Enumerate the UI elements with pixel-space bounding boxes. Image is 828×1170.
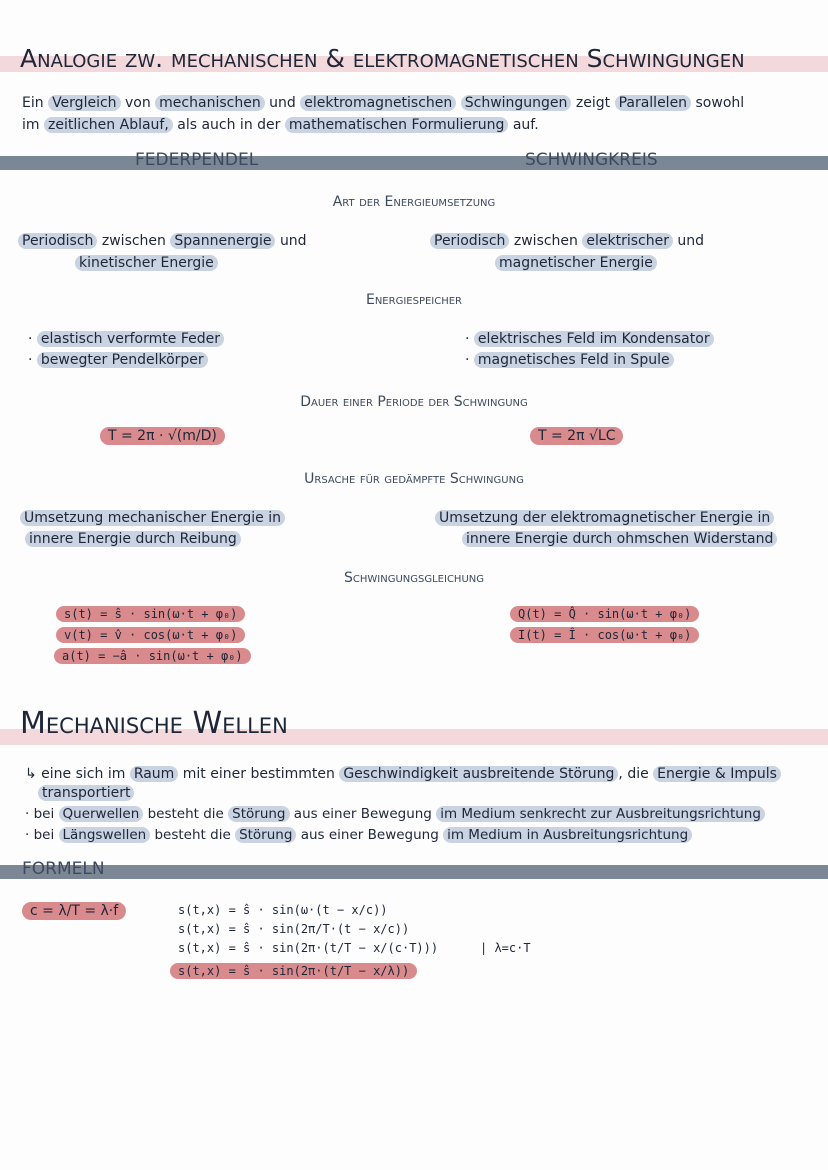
text-fragment: und bbox=[269, 95, 296, 111]
text-fragment: Periodisch bbox=[430, 233, 509, 249]
text-fragment: Periodisch bbox=[18, 233, 97, 249]
text-fragment: zeitlichen Ablauf, bbox=[44, 117, 173, 133]
text-fragment: elektrischer bbox=[582, 233, 673, 249]
heading-art: Art der Energieumsetzung bbox=[332, 194, 496, 210]
equation-i bbox=[510, 628, 699, 642]
text-fragment: s(t,x) = ŝ · sin(2π·(t/T − x/λ)) bbox=[170, 963, 417, 979]
text-fragment: Umsetzung der elektromagnetischer Energie in bbox=[435, 510, 774, 526]
speicher-left-1: · elastisch verformte Feder bbox=[28, 331, 224, 347]
speicher-right-1: · elektrisches Feld im Kondensator bbox=[465, 331, 714, 347]
ursache-left-2 bbox=[25, 531, 241, 547]
wellen-def-2 bbox=[38, 785, 134, 801]
lambda-note: | λ=c·T bbox=[480, 941, 531, 955]
text-fragment: elektromagnetischen bbox=[300, 95, 456, 111]
text-fragment: elektrisches Feld im Kondensator bbox=[474, 331, 714, 347]
text-fragment: Geschwindigkeit ausbreitende Störung bbox=[339, 766, 618, 782]
column-left-label: FEDERPENDEL bbox=[135, 150, 259, 170]
text-fragment: s(t,x) = ŝ · sin(2π·(t/T − x/(c·T))) bbox=[178, 941, 439, 955]
text-fragment: Spannenergie bbox=[170, 233, 275, 249]
formeln-label: FORMELN bbox=[22, 859, 105, 879]
wave-formula-final bbox=[170, 964, 417, 978]
text-fragment: s(t,x) = ŝ · sin(2π/T·(t − x/c)) bbox=[178, 922, 410, 936]
text-fragment: zwischen bbox=[101, 233, 166, 249]
text-fragment: im Medium senkrecht zur Ausbreitungsrichtung bbox=[436, 806, 765, 822]
text-fragment: besteht die bbox=[147, 806, 224, 822]
text-fragment: elastisch verformte Feder bbox=[37, 331, 224, 347]
text-fragment: I(t) = Î · cos(ω·t + φ₀) bbox=[510, 627, 699, 643]
ursache-right-1 bbox=[435, 510, 774, 526]
text-fragment: aus einer Bewegung bbox=[293, 806, 432, 822]
text-fragment: Querwellen bbox=[59, 806, 144, 822]
intro-line-1 bbox=[22, 95, 744, 111]
equation-q bbox=[510, 607, 699, 621]
page-title: Analogie zw. mechanischen & elektromagnetischen Schwingungen bbox=[20, 44, 745, 73]
heading-ursache: Ursache für gedämpfte Schwingung bbox=[304, 471, 524, 487]
ursache-left-1 bbox=[20, 510, 285, 526]
text-fragment: aus einer Bewegung bbox=[300, 827, 439, 843]
text-fragment: Raum bbox=[130, 766, 179, 782]
text-fragment: im Medium in Ausbreitungsrichtung bbox=[443, 827, 692, 843]
text-fragment: T = 2π √LC bbox=[530, 427, 623, 445]
art-right-1 bbox=[430, 233, 704, 249]
wave-formula-2 bbox=[178, 922, 409, 936]
heading-gleichung: Schwingungsgleichung bbox=[344, 570, 484, 586]
wellen-title: Mechanische Wellen bbox=[20, 706, 288, 741]
laengswellen-line bbox=[25, 827, 692, 843]
column-right-label: SCHWINGKREIS bbox=[525, 150, 658, 170]
art-left-2 bbox=[75, 255, 218, 271]
speicher-right-2: · magnetisches Feld in Spule bbox=[465, 352, 674, 368]
text-fragment: Längswellen bbox=[59, 827, 151, 843]
heading-speicher: Energiespeicher bbox=[365, 292, 463, 308]
period-formula-pendulum bbox=[100, 428, 225, 444]
text-fragment: mechanischen bbox=[155, 95, 265, 111]
text-fragment: zwischen bbox=[513, 233, 578, 249]
intro-line-2 bbox=[22, 117, 539, 133]
column-header-band bbox=[0, 156, 828, 170]
text-fragment: transportiert bbox=[38, 785, 134, 801]
text-fragment: im bbox=[22, 117, 40, 133]
text-fragment: innere Energie durch ohmschen Widerstand bbox=[462, 531, 777, 547]
text-fragment: bewegter Pendelkörper bbox=[37, 352, 208, 368]
equation-a bbox=[54, 649, 251, 663]
wave-formula-3 bbox=[178, 941, 438, 955]
text-fragment: innere Energie durch Reibung bbox=[25, 531, 241, 547]
text-fragment: Schwingungen bbox=[461, 95, 572, 111]
text-fragment: Energie & Impuls bbox=[653, 766, 781, 782]
period-formula-circuit bbox=[530, 428, 623, 444]
wellen-def-1 bbox=[25, 766, 781, 782]
art-right-2 bbox=[495, 255, 657, 271]
text-fragment: s(t) = ŝ · sin(ω·t + φ₀) bbox=[56, 606, 245, 622]
equation-v bbox=[56, 628, 245, 642]
text-fragment: magnetischer Energie bbox=[495, 255, 657, 271]
text-fragment: mit einer bestimmten bbox=[182, 766, 335, 782]
text-fragment: Parallelen bbox=[615, 95, 692, 111]
text-fragment: c = λ/T = λ·f bbox=[22, 902, 126, 920]
text-fragment: a(t) = −â · sin(ω·t + φ₀) bbox=[54, 648, 251, 664]
heading-dauer: Dauer einer Periode der Schwingung bbox=[300, 394, 528, 410]
querwellen-line bbox=[25, 806, 765, 822]
text-fragment: von bbox=[124, 95, 151, 111]
text-fragment: magnetisches Feld in Spule bbox=[474, 352, 674, 368]
text-fragment: · bei bbox=[25, 806, 55, 822]
speicher-left-2: · bewegter Pendelkörper bbox=[28, 352, 208, 368]
text-fragment: ↳ eine sich im bbox=[25, 766, 126, 782]
art-left-1 bbox=[18, 233, 307, 249]
text-fragment: Q(t) = Q̂ · sin(ω·t + φ₀) bbox=[510, 606, 699, 622]
text-fragment: zeigt bbox=[575, 95, 611, 111]
text-fragment: kinetischer Energie bbox=[75, 255, 218, 271]
c-formula bbox=[22, 903, 126, 919]
ursache-right-2 bbox=[462, 531, 777, 547]
text-fragment: und bbox=[677, 233, 705, 249]
text-fragment: , die bbox=[618, 766, 649, 782]
wave-formula-1 bbox=[178, 903, 388, 917]
text-fragment: Störung bbox=[235, 827, 296, 843]
text-fragment: sowohl bbox=[695, 95, 745, 111]
text-fragment: · bei bbox=[25, 827, 55, 843]
text-fragment: besteht die bbox=[154, 827, 231, 843]
text-fragment: mathematischen Formulierung bbox=[285, 117, 509, 133]
text-fragment: Ein bbox=[22, 95, 44, 111]
text-fragment: auf. bbox=[512, 117, 539, 133]
text-fragment: v(t) = v̂ · cos(ω·t + φ₀) bbox=[56, 627, 245, 643]
text-fragment: T = 2π · √(m/D) bbox=[100, 427, 225, 445]
text-fragment: s(t,x) = ŝ · sin(ω·(t − x/c)) bbox=[178, 903, 388, 917]
equation-s bbox=[56, 607, 245, 621]
formeln-band bbox=[0, 865, 828, 879]
text-fragment: Störung bbox=[228, 806, 289, 822]
text-fragment: Umsetzung mechanischer Energie in bbox=[20, 510, 285, 526]
text-fragment: und bbox=[279, 233, 307, 249]
text-fragment: als auch in der bbox=[177, 117, 281, 133]
text-fragment: Vergleich bbox=[48, 95, 120, 111]
